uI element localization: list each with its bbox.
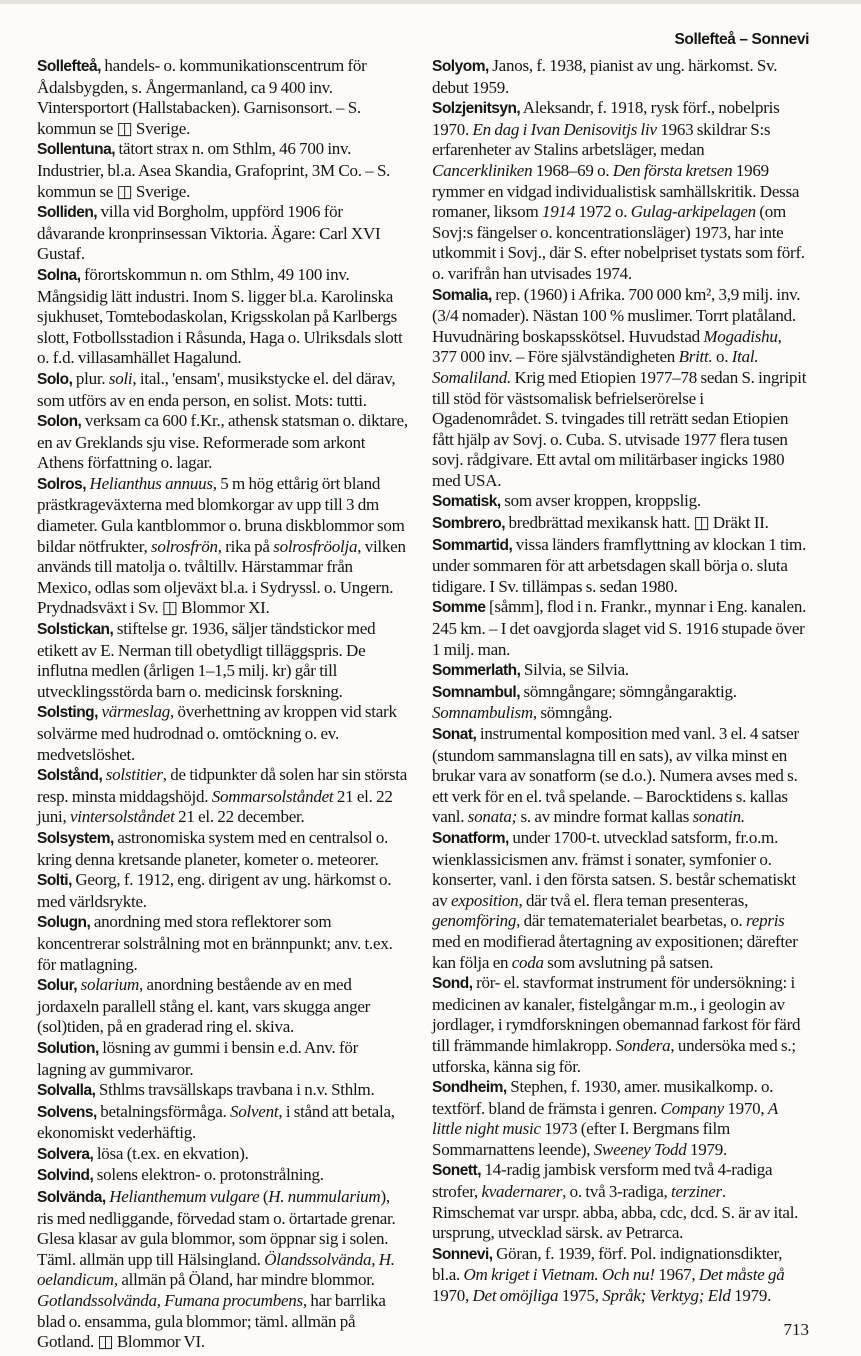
entry-text: o. bbox=[712, 347, 732, 367]
dictionary-entry bbox=[432, 56, 808, 98]
dictionary-entry bbox=[432, 1244, 808, 1307]
dictionary-entry bbox=[37, 975, 409, 1038]
dictionary-entry bbox=[432, 285, 808, 492]
entry-text: 1970, bbox=[432, 1286, 473, 1306]
dictionary-entry bbox=[432, 973, 808, 1077]
dictionary-entry bbox=[37, 1038, 409, 1080]
entry-text: handels- o. kommunikationscentrum för Ådalsbygden, s. Ångermanland, ca 9 400 inv. Vintersportort (Hallstabacken). Garnisonsort. – S. kommun se ◫ Sverige. bbox=[37, 56, 367, 138]
entry-text: 21 el. 22 juni, bbox=[37, 786, 393, 827]
entry-text: , ital., 'ensam', musikstycke el. del därav, som utförs av en enda person, en solist. Mots: tutti. bbox=[37, 368, 396, 410]
entry-text: solens elektron- o. protonstrålning. bbox=[93, 1165, 324, 1185]
entry-text-italic: Ölandssolvända, H. oelandicum, bbox=[37, 1249, 395, 1290]
entry-text: 1967, bbox=[654, 1265, 699, 1285]
entry-text-italic: Den första kretsen bbox=[612, 160, 733, 180]
dictionary-entry bbox=[37, 765, 409, 828]
entry-text-italic: Det omöjliga bbox=[472, 1286, 559, 1306]
entry-text: , i stånd att betala, ekonomiskt vederhäftig. bbox=[37, 1101, 395, 1143]
entry-text: lösning av gummi i bensin e.d. Anv. för lagning av gummivaror. bbox=[37, 1037, 359, 1079]
entry-text: anordning med stora reflektorer som koncentrerar solstrålning mot en brännpunkt; anv. t.ex. för matlagning. bbox=[37, 912, 393, 974]
entry-text: ( bbox=[259, 1187, 269, 1207]
entry-text-italic: En dag i Ivan Denisovitjs liv bbox=[472, 119, 657, 139]
dictionary-entry bbox=[37, 411, 409, 474]
entry-text: instrumental komposition med vanl. 3 el. 4 satser (stundom sammanslagna till en sats), av vilka minst en brukar vara av sonatform (se d.o.). Numera avses med s. ett verk för en el. två spelande. – Barocktidens s. kallas vanl. bbox=[432, 724, 799, 827]
entry-text-italic: Mogadishu bbox=[703, 326, 778, 346]
entry-text-italic: Helianthus annuus bbox=[89, 473, 213, 493]
entry-text: [såmm], flod i n. Frankr., mynnar i Eng. kanalen. 245 km. – I det oavgjorda slaget vid S. 1916 stupade över 1 milj. man. bbox=[432, 597, 807, 659]
dictionary-entry bbox=[37, 912, 409, 975]
entry-text: 1979. bbox=[686, 1139, 727, 1159]
entry-text-italic: vintersolståndet bbox=[69, 807, 175, 827]
entry-text: , vilken används till matolja o. tvåltillv. Härstammar från Mexico, odlas som oljeväxt bl.a. i Sydryssl. o. Ungern. Prydnadsväxt i Sv. ◫ Blommor XI. bbox=[37, 536, 406, 618]
entry-text-italic: Sweeney Todd bbox=[593, 1139, 687, 1159]
entry-text: sömngångare; sömngångaraktig. bbox=[520, 681, 737, 701]
entry-text-italic: Om kriget i Vietnam. Och nu! bbox=[463, 1265, 655, 1285]
entry-text: har barrlika blad o. ensamma, gula blommor; täml. allmän på Gotland. ◫ Blommor VI. bbox=[37, 1291, 386, 1352]
entry-text: , där tematematerialet bearbetas, o. bbox=[516, 911, 747, 931]
entry-text: lösa (t.ex. en ekvation). bbox=[93, 1143, 249, 1163]
entry-text: Silvia, se Silvia. bbox=[520, 660, 629, 680]
entry-text: , 5 m hög ettårig ört bland prästkrageväxterna med blomkorgar av upp till 3 dm diameter. Gula kantblommor o. bruna diskblommor som bildar nötfrukter, bbox=[37, 473, 405, 556]
entry-text: 1975, bbox=[558, 1286, 603, 1306]
entry-text: 1968–69 o. bbox=[532, 160, 613, 180]
entry-text-italic: soli bbox=[108, 368, 133, 388]
entry-headword: Sonett, bbox=[432, 1162, 482, 1180]
entry-text: , o. två 3-radiga, bbox=[562, 1182, 671, 1202]
entry-text: 1970, bbox=[723, 1098, 768, 1118]
entry-text-italic: Gulag-arkipelagen bbox=[630, 202, 756, 222]
entry-text-italic: kvadernarer bbox=[481, 1182, 563, 1202]
entry-text-italic: solrosfrön bbox=[150, 536, 218, 556]
entry-text-italic: Sommarsolståndet bbox=[211, 786, 334, 806]
entry-text: Göran, f. 1939, förf. Pol. indignationsdikter, bl.a. bbox=[432, 1243, 783, 1285]
entry-text: Stephen, f. 1930, amer. musikalkomp. o. textförf. bland de främsta i genren. bbox=[432, 1077, 774, 1118]
entry-text-italic: värmeslag bbox=[101, 702, 171, 722]
entry-text: Georg, f. 1912, eng. dirigent av ung. härkomst o. med världsrykte. bbox=[37, 870, 392, 911]
entry-text: . Rimschemat var urspr. abba, abba, cdc, dcd. S. är av ital. ursprung, utvecklad särsk. av Petrarca. bbox=[432, 1182, 799, 1243]
entry-text: rör- el. stavformat instrument för undersökning: i medicinen av kanaler, fistelgångar m.m., i geologin av jordlager, i rymdforskningen obemannad farkost för färd till främmande himlakropp. bbox=[432, 973, 801, 1055]
entry-text: 14-radig jambisk versform med två 4-radiga strofer, bbox=[432, 1160, 773, 1202]
entry-text-italic: Company bbox=[660, 1098, 724, 1118]
entry-text: under 1700-t. utvecklad satsform, fr.o.m. wienklassicismen anv. främst i sonater, symfonier o. konserter, vanl. i den första satsen. S. består schematiskt av bbox=[432, 827, 796, 910]
entry-text: 1979. bbox=[730, 1286, 772, 1306]
entry-text-italic: Cancerkliniken bbox=[432, 160, 533, 180]
entry-text: , där två el. flera teman presenteras, bbox=[518, 890, 749, 910]
page-number: 713 bbox=[783, 1320, 809, 1339]
entry-text-italic: repris bbox=[746, 911, 785, 931]
entry-headword: Solna, bbox=[37, 266, 81, 284]
entry-headword: Somalia, bbox=[432, 286, 492, 304]
entry-text-italic: Sondera bbox=[615, 1035, 671, 1055]
entry-text: , de tidpunkter då solen har sin största resp. minsta middagshöjd. bbox=[37, 765, 408, 806]
entry-headword: Sonnevi, bbox=[432, 1245, 493, 1263]
entry-headword: Solzjenitsyn, bbox=[432, 100, 521, 118]
entry-headword: Solvera, bbox=[37, 1145, 94, 1163]
entry-text-italic: Solvent bbox=[230, 1101, 279, 1121]
entry-text-italic: sonata; bbox=[467, 807, 518, 827]
entry-text: som avslutning på satsen. bbox=[543, 952, 714, 972]
entry-text: 1972 o. bbox=[575, 202, 631, 222]
entry-headword: Solugn, bbox=[37, 914, 91, 932]
dictionary-entry bbox=[432, 98, 808, 284]
dictionary-entry bbox=[432, 724, 808, 828]
dictionary-entry bbox=[432, 660, 808, 682]
entry-headword: Solstickan, bbox=[37, 621, 114, 639]
entry-headword: Sommartid, bbox=[432, 536, 513, 554]
entry-text: , anordning bestående av en med jordaxeln parallell stång el. kant, vars skugga anger (sol)tiden, på en graderad ring el. skiva. bbox=[37, 975, 371, 1037]
entry-headword: Solvind, bbox=[37, 1167, 94, 1185]
entry-text: tätort strax n. om Sthlm, 46 700 inv. Industrier, bl.a. Asea Skandia, Grafoprint, 3M Co. – S. kommun se ◫ Sverige. bbox=[37, 139, 391, 201]
entry-text: Krig med Etiopien 1977–78 sedan S. ingripit till stöd för västsomalisk befrielserörelse i Ogadenområdet. S. tvingades till reträtt sedan Etiopien fått hjälp av Sovj. o. Cuba. S. utvisade 1977 flera tusen sovj. rådgivare. Ett avtal om militärbaser ingicks 1980 med USA. bbox=[432, 367, 807, 490]
entry-text: , sömngång. bbox=[532, 703, 613, 723]
running-header: Sollefteå – Sonnevi bbox=[674, 31, 809, 48]
entry-text: bredbrättad mexikansk hatt. ◫ Dräkt II. bbox=[505, 513, 769, 533]
dictionary-entry bbox=[432, 1160, 808, 1243]
entry-headword: Somnambul, bbox=[432, 683, 521, 701]
entry-text: 1963 skildrar S:s erfarenheter av Stalins arbetsläger, medan bbox=[432, 119, 771, 160]
right-column bbox=[432, 56, 808, 1307]
dictionary-entry bbox=[37, 1165, 409, 1187]
entry-headword: Solsting, bbox=[37, 704, 98, 722]
entry-text: villa vid Borgholm, uppförd 1906 för dåvarande kronprinsessan Viktoria. Ägare: Carl XVI Gustaf. bbox=[37, 202, 381, 264]
dictionary-entry bbox=[37, 1080, 409, 1102]
entry-text: plur. bbox=[72, 368, 109, 388]
dictionary-entry bbox=[432, 682, 808, 724]
entry-headword: Solros, bbox=[37, 475, 87, 493]
dictionary-entry bbox=[37, 265, 409, 369]
entry-headword: Solstånd, bbox=[37, 767, 103, 785]
entry-headword: Sonatform, bbox=[432, 829, 509, 847]
entry-text-italic: terziner bbox=[671, 1182, 722, 1202]
left-column bbox=[37, 56, 409, 1353]
entry-text: stiftelse gr. 1936, säljer tändstickor med etikett av E. Nerman till obetydligt tilläggspris. De influtna medlen (årligen 1–1,5 milj. kr) går till utvecklingsstörda barn o. medicinsk forskning. bbox=[37, 619, 376, 701]
entry-text: ), ris med nedliggande, förvedad stam o. örtartade grenar. Glesa klasar av gula blommor, som öppnar sig i solen. Täml. allmän upp till Hälsingland. bbox=[37, 1187, 396, 1269]
entry-text: s. av mindre format kallas bbox=[517, 807, 693, 827]
dictionary-entry bbox=[37, 369, 409, 411]
entry-text-italic: solstitier bbox=[105, 765, 163, 785]
entry-headword: Solo, bbox=[37, 370, 73, 388]
dictionary-entry bbox=[37, 828, 409, 870]
dictionary-entry bbox=[432, 828, 808, 973]
entry-text: som avser kroppen, kroppslig. bbox=[500, 491, 701, 511]
dictionary-entry bbox=[37, 139, 409, 202]
entry-headword: Sollefteå, bbox=[37, 58, 101, 75]
entry-text: Janos, f. 1938, pianist av ung. härkomst. Sv. debut 1959. bbox=[432, 56, 778, 97]
entry-headword: Sombrero, bbox=[432, 515, 506, 533]
entry-text-italic: solrosfröolja bbox=[273, 536, 358, 556]
entry-text: allmän på Öland, har mindre blommor. bbox=[117, 1270, 375, 1290]
dictionary-entry bbox=[37, 870, 409, 912]
entry-text: Sthlms travsällskaps travbana i n.v. Sthlm. bbox=[95, 1080, 375, 1100]
page-top-edge bbox=[0, 0, 861, 4]
entry-text-italic: Gotlandssolvända, Fumana procumbens, bbox=[37, 1291, 307, 1311]
entry-headword: Solvalla, bbox=[37, 1082, 96, 1100]
entry-text: , överhettning av kroppen vid stark solvärme med hudrodnad o. omtöckning o. ev. medvetslöshet. bbox=[37, 702, 397, 764]
entry-text: , rika på bbox=[217, 536, 274, 556]
dictionary-entry bbox=[37, 702, 409, 765]
entry-text: 1969 rymmer en vidgad individualistisk samhällskritik. Dessa romaner, liksom bbox=[432, 160, 800, 222]
dictionary-entry bbox=[37, 1102, 409, 1144]
dictionary-entry bbox=[432, 597, 808, 660]
entry-text-italic: Somnambulism bbox=[432, 703, 533, 723]
dictionary-entry bbox=[37, 619, 409, 702]
entry-text-italic: Helianthemum vulgare bbox=[109, 1187, 260, 1207]
entry-headword: Solsystem, bbox=[37, 829, 114, 847]
entry-text: med en modifierad återtagning av expositionen; därefter kan följa en bbox=[432, 931, 798, 972]
entry-text-italic: Britt. bbox=[678, 347, 713, 367]
entry-text: förortskommun n. om Sthlm, 49 100 inv. Mångsidig lätt industri. Inom S. ligger bl.a. Karolinska sjukhuset, Tomtebodaskolan, Krigsskolan på Karlbergs slott, Fotbollsstadion i Råsunda, Haga o. Ulriksdals slott o. f.d. villasamhället Hagalund. bbox=[37, 264, 403, 368]
entry-text: betalningsförmåga. bbox=[96, 1101, 231, 1121]
entry-text-italic: Ital. Somaliland. bbox=[432, 347, 759, 387]
dictionary-entry bbox=[432, 1077, 808, 1160]
entry-headword: Solvens, bbox=[37, 1103, 97, 1121]
entry-text-italic: exposition bbox=[451, 890, 519, 910]
entry-headword: Solon, bbox=[37, 413, 82, 431]
entry-headword: Solvända, bbox=[37, 1189, 106, 1207]
entry-text: astronomiska system med en centralsol o. kring denna kretsande planeter, kometer o. meteorer. bbox=[37, 827, 389, 869]
entry-text-italic: coda bbox=[511, 952, 544, 972]
entry-headword: Solution, bbox=[37, 1039, 99, 1057]
dictionary-entry bbox=[37, 1144, 409, 1166]
entry-headword: Solti, bbox=[37, 872, 72, 890]
entry-text: vissa länders framflyttning av klockan 1 tim. under sommaren för att arbetsdagen skall börja o. sluta tidigare. I Sv. tillämpas s. sedan 1980. bbox=[432, 534, 807, 596]
entry-headword: Somme bbox=[432, 599, 486, 617]
entry-text-italic: 1914 bbox=[542, 202, 575, 222]
dictionary-entry bbox=[37, 474, 409, 619]
dictionary-entry bbox=[432, 491, 808, 513]
entry-text-italic: sonatin. bbox=[692, 807, 745, 827]
entry-headword: Sollentuna, bbox=[37, 141, 116, 159]
entry-headword: Sond, bbox=[432, 975, 473, 993]
entry-headword: Sommerlath, bbox=[432, 662, 521, 680]
entry-text: (om Sovj:s fängelser o. koncentrationsläger) 1973, har inte utkommit i Sovj., där S. efter nobelpriset tystats som förf. o. varifrån han utvisades 1974. bbox=[432, 202, 805, 283]
entry-text-italic: H. nummularium bbox=[268, 1187, 381, 1207]
entry-text-italic: genomföring bbox=[432, 911, 517, 931]
dictionary-entry bbox=[37, 1187, 409, 1353]
entry-text: rep. (1960) i Afrika. 700 000 km², 3,9 milj. inv. (3/4 nomader). Nästan 100 % muslimer. Torrt platåland. Huvudnäring boskapsskötsel. Huvudstad bbox=[432, 284, 801, 346]
entry-text: , 377 000 inv. – Före självständigheten bbox=[432, 326, 782, 367]
dictionary-entry bbox=[37, 56, 409, 139]
dictionary-entry bbox=[432, 535, 808, 598]
entry-text: Aleksandr, f. 1918, rysk förf., nobelpris 1970. bbox=[432, 98, 780, 139]
entry-text: verksam ca 600 f.Kr., athensk statsman o. diktare, en av Greklands sju vise. Reformerade som arkont Athens författning o. lagar. bbox=[37, 411, 408, 473]
dictionary-entry bbox=[37, 202, 409, 265]
entry-headword: Somatisk, bbox=[432, 493, 501, 511]
entry-text: , undersöka med s.; utforska, känna sig för. bbox=[432, 1035, 796, 1076]
entry-headword: Sondheim, bbox=[432, 1079, 507, 1097]
entry-headword: Sonat, bbox=[432, 726, 477, 743]
entry-text: 1973 (efter I. Bergmans film Sommarnattens leende), bbox=[432, 1119, 730, 1159]
entry-text-italic: Det måste gå bbox=[698, 1265, 785, 1285]
dictionary-entry bbox=[432, 513, 808, 535]
entry-text-italic: Språk; Verktyg; Eld bbox=[602, 1286, 731, 1306]
entry-text: 21 el. 22 december. bbox=[174, 807, 305, 827]
entry-headword: Solur, bbox=[37, 977, 78, 995]
entry-text-italic: solarium bbox=[80, 975, 140, 995]
entry-headword: Solyom, bbox=[432, 58, 489, 75]
entry-text-italic: A little night music bbox=[432, 1098, 778, 1139]
entry-headword: Solliden, bbox=[37, 204, 98, 222]
